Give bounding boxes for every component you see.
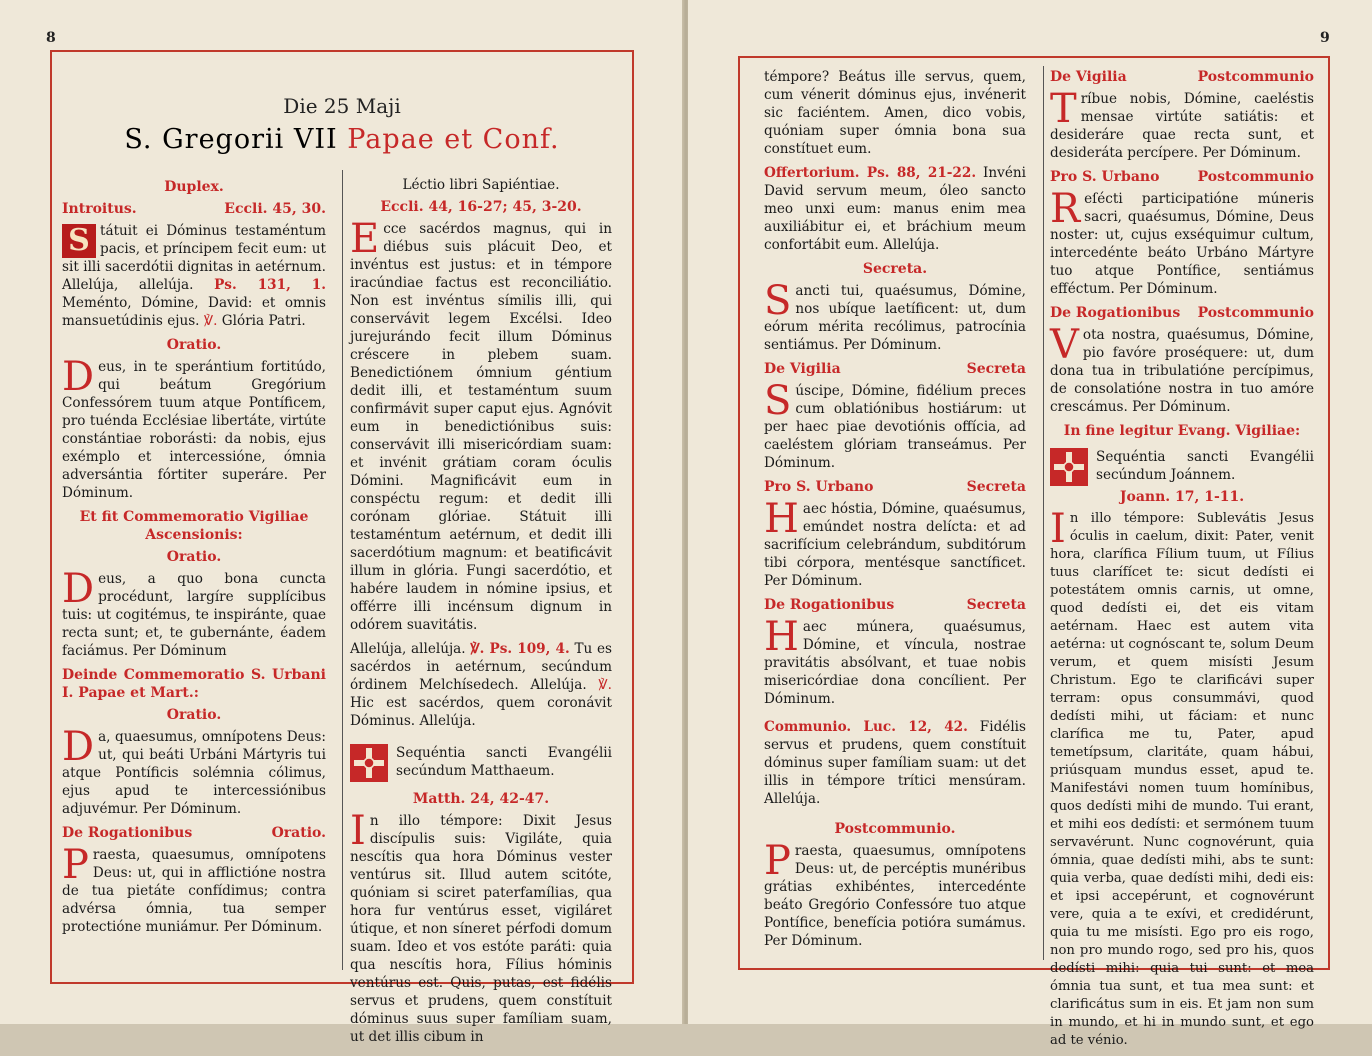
gospel-paragraph (350, 808, 612, 1046)
oratio-text-1: eus, in te sperántium fortitúdo, qui beátum Gregórium Confessórem tuum atque Pontíficem, pro tuénda Ecclésiae libertáte, virtúte constántiae roborásti: da nobis, ejus exémplo et intercessióne, ómnia adversántia fórtiter superáre. Per Dóminum. (62, 359, 326, 501)
oratio-paragraph-1 (62, 354, 326, 502)
urbano-secreta-paragraph (764, 496, 1026, 590)
right-page (688, 0, 1372, 1048)
rogationibus-post-heading (1050, 304, 1314, 322)
gospel-intro-block-2 (1050, 448, 1314, 484)
rogationibus-heading (62, 824, 326, 842)
oratio-text-3: a, quaesumus, omnípotens Deus: ut, qui beáti Urbáni Mártyris tui atque Pontíficis solémnia cólimus, ejus apud te intercessiónibus adjuvémur. Per Dóminum. (62, 729, 326, 817)
urbano-label: Pro S. Urbano (764, 479, 874, 495)
feast-date: Die 25 Maji (283, 94, 401, 118)
introitus-text-2: Meménto, Dómine, David: et omnis mansuetúdinis ejus. (62, 295, 326, 329)
feast-title-rank: Papae et Conf. (347, 124, 560, 155)
communio-label: Communio. Luc. 12, 42. (764, 719, 968, 735)
drop-initial-v: V (1050, 322, 1079, 368)
rogationibus-secreta-paragraph (764, 614, 1026, 708)
versicle-symbol: ℣. (203, 313, 218, 329)
offertorium-label: Offertorium. Ps. 88, 21-22. (764, 165, 977, 181)
gospel-ref-2: Joann. 17, 1-11. (1119, 489, 1245, 505)
drop-initial-r: R (1050, 186, 1081, 232)
vigilia-postcommunio: Postcommunio (1197, 69, 1314, 85)
urbano-post-label: Pro S. Urbano (1050, 169, 1160, 185)
vigilia-label: De Vigilia (764, 361, 841, 377)
column-divider-left (342, 170, 343, 970)
urbano-secreta-text: aec hóstia, Dómine, quaésumus, emúndet nostra delícta: et ad sacrifícium celebrándum, subditórum tibi córpora, mentésque sanctíficet. Per Dóminum. (764, 501, 1026, 589)
urbano-postcommunio: Postcommunio (1197, 169, 1314, 185)
feast-title-saint: S. Gregorii VII (124, 124, 338, 155)
rogationibus-text: raesta, quaesumus, omnípotens Deus: ut, qui in afflictióne nostra de tua pietáte confídimus; contra advérsa ómnia, tua semper protectióne muniámur. Per Dóminum. (62, 847, 326, 935)
lectio-ref: Eccli. 44, 16-27; 45, 3-20. (380, 199, 582, 215)
secreta-paragraph (764, 278, 1026, 354)
urbano-post-heading (1050, 168, 1314, 186)
alleluia-text-2: Tu es sacérdos in aetérnum, secúndum órdinem Melchísedech. Allelúja. (350, 641, 613, 693)
introitus-heading (62, 200, 326, 218)
drop-initial-h-1: H (764, 496, 799, 542)
rogationibus-paragraph (62, 842, 326, 936)
versicle-symbol-2: ℣. (598, 677, 612, 693)
alleluia-text-3: Hic est sacérdos, quem coronávit Dóminus. Allelúja. (350, 695, 612, 729)
postcommunio-heading: Postcommunio. (834, 821, 956, 837)
drop-initial-p-2: P (764, 838, 791, 884)
communio-text: Fidélis servus et prudens, quem constítuit dóminus super famíliam suam: ut det illis in témpore trítici mensúram. Allelúja. (764, 719, 1026, 807)
left-page (0, 0, 684, 1045)
urbano-post-text: eſécti participatióne múneris sacri, quaésumus, Dómine, Deus noster: ut, cujus exséquimur cultum, intercedénte beáto Urbáno Mártyre tuo atque Pontífice, sentiámus efféctum. Per Dóminum. (1050, 191, 1314, 297)
drop-initial-s-2: S (764, 378, 792, 424)
postcommunio-text: raesta, quaesumus, omnípotens Deus: ut, de percéptis munéribus grátias exhibéntes, intercedénte beáto Gregório Confessóre tuo atque Pontífice, benefícia potióra sumámus. Per Dóminum. (764, 843, 1026, 949)
alleluia-ref: ℣. Ps. 109, 4. (470, 641, 570, 657)
cross-ornament-icon-2 (1050, 448, 1088, 486)
drop-initial-i-2: I (1050, 506, 1066, 552)
illuminated-initial-s: S (62, 224, 96, 258)
drop-initial-h-2: H (764, 614, 799, 660)
urbano-secreta-heading (764, 478, 1026, 496)
gospel-paragraph-2 (1050, 506, 1314, 1050)
gospel-intro-text-2: Sequéntia sancti Evangélii secúndum Joánnem. (1096, 449, 1314, 483)
urbano-secreta: Secreta (966, 479, 1026, 495)
gospel-continuation: témpore? Beátus ille servus, quem, cum vénerit dóminus ejus, invénerit sic faciéntem. Amen, dico vobis, quóniam super ómnia bona sua constítuet eum. (764, 69, 1026, 157)
gospel-ref: Matth. 24, 42-47. (412, 791, 550, 807)
secreta-text: ancti tui, quaésumus, Dómine, nos ubíque laetíficent: ut, dum eórum mérita recólimus, patrocínia sentiámus. Per Dóminum. (764, 283, 1026, 353)
introitus-paragraph (62, 222, 326, 330)
lectio-title: Léctio libri Sapiéntiae. (402, 177, 560, 193)
rogationibus-post-text: ota nostra, quaésumus, Dómine, pio favóre proséquere: ut, dum dona tua in tribulatióne percípimus, de consolatióne nostra in tuo amóre crescámus. Per Dóminum. (1050, 327, 1314, 415)
drop-initial-d-2: D (62, 566, 95, 612)
oratio-heading-2: Oratio. (166, 549, 222, 565)
vigilia-secreta-paragraph (764, 378, 1026, 472)
oratio-paragraph-3 (62, 724, 326, 818)
drop-initial-p: P (62, 842, 89, 888)
page-number-left: 8 (46, 30, 56, 46)
vigilia-post-text: ríbue nobis, Dómine, caeléstis mensae virtúte satiátis: et desideráre quae recta sunt, et desideráta percípere. Per Dóminum. (1050, 91, 1314, 161)
lectio-paragraph (350, 216, 612, 634)
vigilia-post-heading (1050, 68, 1314, 86)
drop-initial-s-1: S (764, 278, 792, 324)
commemoratio-vigiliae: Et fit Commemoratio Vigiliae Ascensionis: (79, 509, 309, 543)
drop-initial-t: T (1050, 86, 1077, 132)
alleluia-text: Allelúja, allelúja. (350, 641, 466, 657)
alleluia-paragraph (350, 640, 612, 730)
oratio-heading-1: Oratio. (166, 337, 222, 353)
drop-initial-e: E (350, 216, 380, 262)
right-column-1 (764, 68, 1026, 956)
rogationibus-label: De Rogationibus (62, 825, 193, 841)
right-column-2 (1050, 68, 1314, 1056)
postcommunio-paragraph (764, 838, 1026, 950)
page-number-right: 9 (1320, 30, 1330, 46)
gospel-intro-block (350, 744, 612, 780)
gospel-text-2: n illo témpore: Sublevátis Jesus óculis in caelum, dixit: Pater, venit hora, clarífica Fílium tuum, ut Fílius tuus clarífícet te: sicut dedísti ei potestátem omnis carnis, ut omne, quod dedísti ei, det eis vitam aetérnam. Haec est autem vita aetérna: ut cognóscant te, solum Deum verum, et quem misísti Jesum Christum. Ego te clarificávi super terram: opus consummávi, quod dedísti mihi, ut fáciam: et nunc clarífica me tu, Pater, apud temetípsum, claritáte, quam hábui, priúsquam mundus esset, apud te. Manifestávi nomen tuum homínibus, quos dedísti mihi de mundo. Tui erant, et mihi eos dedísti: et sermónem tuum servavérunt. Nunc cognovérunt, quia ómnia, quae dedísti mihi, abs te sunt: quia verba, quae dedísti mihi, dedi eis: et ipsi accepérunt, et cognovérunt vere, quia a te exívi, et credidérunt, quia tu me misísti. Ego pro eis rogo, non pro mundo rogo, sed pro his, quos dedísti mihi: quia tui sunt: et mea ómnia tua sunt, et tua mea sunt: et clarificátus sum in eis. Et jam non sum in mundo, et hi in mundo sunt, et ego ad te vénio. (1050, 511, 1314, 1048)
introitus-ref: Eccli. 45, 30. (224, 201, 326, 217)
gospel-text: n illo témpore: Dixit Jesus discípulis suis: Vigiláte, quia nescítis qua hora Dóminus vester ventúrus sit. Illud autem scitóte, quóniam si sciret paterfamílias, qua hora fur ventúrus esset, vigiláret útique, et non síneret pérfodi domum suam. Ideo et vos estóte paráti: quia qua nescítis hora, Fílius hóminis ventúrus est. Quis, putas, est fidélis servus et prudens, quem constítuit dóminus suus super famíliam suam, ut det illis cibum in (350, 813, 612, 1045)
rogationibus-oratio: Oratio. (271, 825, 326, 841)
in-fine-heading: In fine legitur Evang. Vigiliae: (1063, 423, 1301, 439)
rogationibus-postcommunio: Postcommunio (1197, 305, 1314, 321)
vigilia-secreta-heading (764, 360, 1026, 378)
rogationibus-secreta-heading (764, 596, 1026, 614)
rogationibus-secreta-label: De Rogationibus (764, 597, 895, 613)
lectio-text: cce sacérdos magnus, qui in diébus suis plácuit Deo, et invéntus est justus: et in témpore iracúndiae factus est reconciliátio. Non est invéntus símilis illi, qui conservávit legem Excélsi. Ideo jurejurándo fecit illum Dóminus créscere in plebem suam. Benedictiónem ómnium géntium dedit illi, et testaméntum suum confirmávit super caput ejus. Agnóvit eum in benedictiónibus suis: conservávit illi misericórdiam suam: et invénit grátiam coram óculis Dómini. Magnificávit eum in conspéctu regum: et dedit illi corónam glóriae. Státuit illi testaméntum aetérnum, et dedit illi sacerdótium magnum: et beatificávit illum in glória. Fungi sacerdótio, et habére laudem in nómine ipsius, et offérre illi incénsum dignum in odórem suavitátis. (350, 221, 612, 633)
vigilia-post-label: De Vigilia (1050, 69, 1127, 85)
introitus-psalm-ref: Ps. 131, 1. (214, 277, 326, 293)
feast-title (50, 124, 634, 155)
rank-duplex: Duplex. (164, 179, 224, 195)
introitus-gloria: Glória Patri. (221, 313, 306, 329)
gospel-intro-text: Sequéntia sancti Evangélii secúndum Matthaeum. (396, 745, 612, 779)
urbano-post-paragraph (1050, 186, 1314, 298)
introitus-label: Introitus. (62, 201, 137, 217)
cross-ornament-icon (350, 744, 388, 782)
commemoratio-urbani: Deinde Commemoratio S. Urbani I. Papae et Mart.: (62, 667, 326, 701)
rogationibus-post-paragraph (1050, 322, 1314, 416)
offertorium-paragraph (764, 164, 1026, 254)
offertorium-text: Invéni David servum meum, óleo sancto meo unxi eum: manus enim mea auxiliábitur ei, et bráchium meum confortábit eum. Allelúja. (764, 165, 1026, 253)
left-column-1 (62, 174, 326, 942)
column-divider-right (1043, 66, 1044, 960)
vigilia-secreta-text: úscipe, Dómine, fidélium preces cum oblatiónibus hostiárum: ut per haec piae devotiónis offícia, ad caeléstem glóriam transeámus. Per Dóminum. (764, 383, 1026, 471)
rogationibus-secreta: Secreta (966, 597, 1026, 613)
vigilia-post-paragraph (1050, 86, 1314, 162)
introitus-text: tátuit ei Dóminus testaméntum pacis, et príncipem fecit eum: ut sit illi sacerdótii dignitas in aetérnum. Allelúja, allelúja. (62, 223, 326, 293)
left-column-2 (350, 174, 612, 1052)
drop-initial-i: I (350, 808, 366, 854)
vigilia-secreta: Secreta (966, 361, 1026, 377)
rogationibus-post-label: De Rogationibus (1050, 305, 1181, 321)
oratio-text-2: eus, a quo bona cuncta procédunt, largíre supplícibus tuis: ut cogitémus, te inspiránte, quae recta sunt; et, te gubernánte, éadem faciámus. Per Dóminum (62, 571, 326, 659)
oratio-heading-3: Oratio. (166, 707, 222, 723)
oratio-paragraph-2 (62, 566, 326, 660)
drop-initial-d-3: D (62, 724, 95, 770)
drop-initial-d-1: D (62, 354, 95, 400)
rogationibus-secreta-text: aec múnera, quaésumus, Dómine, et víncula, nostrae pravitátis absólvant, et tuae nobis misericórdiae dona concílient. Per Dóminum. (764, 619, 1026, 707)
communio-paragraph (764, 718, 1026, 808)
secreta-heading: Secreta. (862, 261, 928, 277)
